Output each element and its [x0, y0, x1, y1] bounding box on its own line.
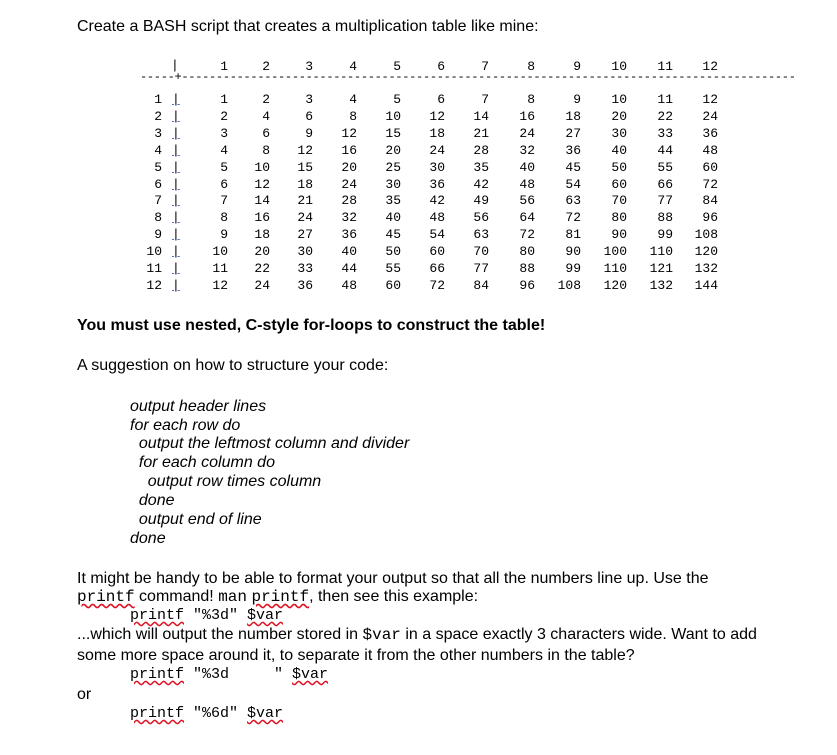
- row-label: [140, 91, 180, 108]
- column-header: 1: [220, 59, 228, 74]
- pseudo-line: for each column do: [130, 454, 275, 471]
- table-cell: 40: [341, 244, 357, 259]
- column-header: 2: [262, 59, 270, 74]
- row-label-number: 12: [146, 278, 162, 293]
- table-cell: 36: [702, 126, 718, 141]
- row-label-number: 11: [146, 261, 162, 276]
- table-cell: 35: [385, 193, 401, 208]
- table-cell: 12: [341, 126, 357, 141]
- table-cell: 70: [473, 244, 489, 259]
- table-cell: 9: [220, 227, 228, 242]
- table-cell: 54: [429, 227, 445, 242]
- pseudo-line: done: [130, 530, 166, 547]
- table-cell: 56: [473, 210, 489, 225]
- requirement-text: You must use nested, C-style for-loops to construct the table!: [77, 317, 546, 334]
- pseudo-line: output header lines: [130, 398, 267, 415]
- table-cell: 90: [565, 244, 581, 259]
- table-cell: 120: [603, 278, 627, 293]
- table-cell: 18: [297, 177, 313, 192]
- table-cell: 35: [473, 160, 489, 175]
- table-cell: 48: [519, 177, 535, 192]
- table-cell: 1: [220, 92, 228, 107]
- table-cell: 18: [429, 126, 445, 141]
- table-cell: 48: [429, 210, 445, 225]
- row-divider: |: [172, 261, 180, 276]
- table-cell: 15: [297, 160, 313, 175]
- table-cell: 30: [429, 160, 445, 175]
- table-cell: 99: [657, 227, 673, 242]
- table-cell: 11: [657, 92, 673, 107]
- printf-command: printf: [130, 607, 185, 624]
- row-label-number: 9: [154, 227, 162, 242]
- table-cell: 36: [429, 177, 445, 192]
- row-label: [140, 260, 180, 277]
- table-cell: 20: [341, 160, 357, 175]
- table-cell: 18: [254, 227, 270, 242]
- header-bar: |: [171, 58, 179, 73]
- tip-line-4: some more space around it, to separate it from the other numbers in the table?: [77, 647, 635, 664]
- example-1: [130, 606, 283, 625]
- table-cell: 99: [565, 261, 581, 276]
- table-cell: 21: [297, 193, 313, 208]
- row-label: [140, 176, 180, 193]
- table-cell: 14: [473, 109, 489, 124]
- table-cell: 16: [519, 109, 535, 124]
- row-label-number: 1: [154, 92, 162, 107]
- table-cell: 121: [649, 261, 673, 276]
- table-cell: 9: [573, 92, 581, 107]
- table-cell: 6: [305, 109, 313, 124]
- pseudo-line: output row times column: [130, 473, 322, 490]
- column-header: 6: [437, 59, 445, 74]
- table-cell: 110: [603, 261, 627, 276]
- table-cell: 3: [220, 126, 228, 141]
- table-cell: 108: [557, 278, 581, 293]
- table-cell: 45: [385, 227, 401, 242]
- table-cell: 12: [212, 278, 228, 293]
- table-cell: 7: [220, 193, 228, 208]
- pseudo-line: output end of line: [130, 511, 262, 528]
- table-cell: 96: [702, 210, 718, 225]
- table-cell: 72: [565, 210, 581, 225]
- table-cell: 8: [220, 210, 228, 225]
- table-cell: 48: [702, 143, 718, 158]
- table-cell: 20: [385, 143, 401, 158]
- printf-command: printf: [77, 588, 135, 606]
- suggestion-heading: A suggestion on how to structure your code:: [77, 357, 389, 374]
- table-cell: 96: [519, 278, 535, 293]
- table-cell: 36: [297, 278, 313, 293]
- table-cell: 63: [473, 227, 489, 242]
- printf-command: printf: [130, 705, 185, 722]
- table-cell: 12: [297, 143, 313, 158]
- table-cell: 88: [657, 210, 673, 225]
- table-separator: -----+-----------------------------------------------------------------------------------------: [140, 70, 796, 84]
- table-cell: 84: [473, 278, 489, 293]
- row-label: [140, 142, 180, 159]
- row-label: [140, 108, 180, 125]
- table-cell: 60: [611, 177, 627, 192]
- table-cell: 21: [473, 126, 489, 141]
- table-cell: 77: [473, 261, 489, 276]
- table-cell: 40: [611, 143, 627, 158]
- row-divider: |: [172, 177, 180, 192]
- table-cell: 10: [385, 109, 401, 124]
- table-cell: 30: [385, 177, 401, 192]
- intro-text: Create a BASH script that creates a multiplication table like mine:: [77, 18, 539, 35]
- table-cell: 60: [429, 244, 445, 259]
- table-cell: 66: [657, 177, 673, 192]
- table-cell: 24: [519, 126, 535, 141]
- table-cell: 54: [565, 177, 581, 192]
- table-cell: 36: [341, 227, 357, 242]
- table-cell: 64: [519, 210, 535, 225]
- column-header: 3: [305, 59, 313, 74]
- table-cell: 22: [254, 261, 270, 276]
- pseudo-line: output the leftmost column and divider: [130, 435, 410, 452]
- tip-text: command!: [134, 588, 214, 605]
- row-label-number: 7: [154, 193, 162, 208]
- table-cell: 72: [519, 227, 535, 242]
- row-divider: |: [172, 126, 180, 141]
- table-cell: 10: [212, 244, 228, 259]
- row-label-number: 8: [154, 210, 162, 225]
- table-cell: 28: [473, 143, 489, 158]
- table-cell: 40: [385, 210, 401, 225]
- table-cell: 30: [297, 244, 313, 259]
- var-token: $var: [247, 607, 284, 624]
- var-token: $var: [247, 705, 284, 722]
- tip-line-2: [77, 587, 478, 607]
- row-label: [140, 125, 180, 142]
- table-cell: 10: [611, 92, 627, 107]
- column-header: 11: [657, 59, 673, 74]
- table-cell: 42: [473, 177, 489, 192]
- table-cell: 63: [565, 193, 581, 208]
- or-text: or: [77, 686, 92, 703]
- table-cell: 4: [349, 92, 357, 107]
- table-cell: 49: [473, 193, 489, 208]
- example-3: [130, 704, 283, 723]
- table-cell: 30: [611, 126, 627, 141]
- row-label-number: 6: [154, 177, 162, 192]
- row-divider: |: [172, 193, 180, 208]
- table-cell: 2: [262, 92, 270, 107]
- table-cell: 36: [565, 143, 581, 158]
- table-cell: 132: [649, 278, 673, 293]
- table-cell: 80: [519, 244, 535, 259]
- table-cell: 88: [519, 261, 535, 276]
- column-header: 10: [611, 59, 627, 74]
- row-label-number: 5: [154, 160, 162, 175]
- table-cell: 12: [429, 109, 445, 124]
- table-cell: 32: [519, 143, 535, 158]
- column-header: 9: [573, 59, 581, 74]
- table-cell: 100: [603, 244, 627, 259]
- table-cell: 24: [429, 143, 445, 158]
- table-cell: 27: [565, 126, 581, 141]
- row-divider: |: [172, 160, 180, 175]
- man-command: man: [218, 588, 248, 606]
- table-cell: 72: [702, 177, 718, 192]
- example-args: "%3d ": [184, 666, 293, 683]
- table-cell: 18: [565, 109, 581, 124]
- table-cell: 16: [341, 143, 357, 158]
- table-cell: 24: [254, 278, 270, 293]
- table-cell: 9: [305, 126, 313, 141]
- column-header: 12: [702, 59, 718, 74]
- table-cell: 42: [429, 193, 445, 208]
- table-cell: 24: [341, 177, 357, 192]
- row-divider: |: [172, 109, 180, 124]
- tip-text: ...which will output the number stored in: [77, 626, 363, 643]
- var-token: $var: [292, 666, 329, 683]
- row-label: [140, 209, 180, 226]
- table-cell: 132: [694, 261, 718, 276]
- row-label: [140, 159, 180, 176]
- table-cell: 6: [220, 177, 228, 192]
- table-cell: 6: [262, 126, 270, 141]
- table-cell: 5: [393, 92, 401, 107]
- table-cell: 4: [262, 109, 270, 124]
- table-cell: 60: [702, 160, 718, 175]
- row-divider: |: [172, 92, 180, 107]
- table-cell: 33: [297, 261, 313, 276]
- var-token: $var: [362, 626, 401, 644]
- table-cell: 77: [657, 193, 673, 208]
- column-header: 5: [393, 59, 401, 74]
- row-divider: |: [172, 227, 180, 242]
- example-args: "%6d": [184, 705, 248, 722]
- table-cell: 8: [349, 109, 357, 124]
- example-args: "%3d": [184, 607, 248, 624]
- table-cell: 25: [385, 160, 401, 175]
- table-cell: 120: [694, 244, 718, 259]
- example-2: [130, 665, 328, 684]
- table-cell: 32: [341, 210, 357, 225]
- tip-line-1: It might be handy to be able to format your output so that all the numbers line up. Use the: [77, 570, 709, 587]
- table-cell: 8: [527, 92, 535, 107]
- table-cell: 55: [385, 261, 401, 276]
- table-cell: 2: [220, 109, 228, 124]
- column-header: 8: [527, 59, 535, 74]
- table-cell: 6: [437, 92, 445, 107]
- table-cell: 16: [254, 210, 270, 225]
- row-label-number: 3: [154, 126, 162, 141]
- column-header: 7: [481, 59, 489, 74]
- table-cell: 20: [611, 109, 627, 124]
- row-label: [140, 226, 180, 243]
- table-cell: 70: [611, 193, 627, 208]
- table-cell: 20: [254, 244, 270, 259]
- row-divider: |: [172, 244, 180, 259]
- table-cell: 40: [519, 160, 535, 175]
- row-label-number: 2: [154, 109, 162, 124]
- table-cell: 14: [254, 193, 270, 208]
- table-cell: 110: [649, 244, 673, 259]
- column-header: 4: [349, 59, 357, 74]
- table-cell: 84: [702, 193, 718, 208]
- table-cell: 5: [220, 160, 228, 175]
- table-cell: 50: [611, 160, 627, 175]
- table-cell: 24: [297, 210, 313, 225]
- table-cell: 44: [341, 261, 357, 276]
- table-cell: 22: [657, 109, 673, 124]
- table-cell: 66: [429, 261, 445, 276]
- table-cell: 60: [385, 278, 401, 293]
- table-cell: 24: [702, 109, 718, 124]
- row-divider: |: [172, 143, 180, 158]
- table-cell: 144: [694, 278, 718, 293]
- table-cell: 50: [385, 244, 401, 259]
- table-cell: 4: [220, 143, 228, 158]
- table-cell: 56: [519, 193, 535, 208]
- tip-text: in a space exactly 3 characters wide. Want to add: [400, 626, 757, 643]
- row-label-number: 4: [154, 143, 162, 158]
- table-cell: 81: [565, 227, 581, 242]
- row-label: [140, 243, 180, 260]
- table-cell: 15: [385, 126, 401, 141]
- table-cell: 33: [657, 126, 673, 141]
- table-cell: 90: [611, 227, 627, 242]
- table-cell: 80: [611, 210, 627, 225]
- table-cell: 44: [657, 143, 673, 158]
- row-label-number: 10: [146, 244, 162, 259]
- table-cell: 12: [254, 177, 270, 192]
- row-label: [140, 277, 180, 294]
- pseudo-line: done: [130, 492, 175, 509]
- tip-text: , then see this example:: [309, 588, 479, 605]
- pseudo-line: for each row do: [130, 417, 241, 434]
- printf-command: printf: [130, 666, 185, 683]
- row-label: [140, 192, 180, 209]
- table-cell: 11: [212, 261, 228, 276]
- table-cell: 45: [565, 160, 581, 175]
- printf-command: printf: [251, 588, 310, 606]
- table-cell: 12: [702, 92, 718, 107]
- table-cell: 3: [305, 92, 313, 107]
- table-cell: 55: [657, 160, 673, 175]
- table-cell: 108: [694, 227, 718, 242]
- table-cell: 48: [341, 278, 357, 293]
- row-divider: |: [172, 210, 180, 225]
- table-cell: 72: [429, 278, 445, 293]
- table-cell: 8: [262, 143, 270, 158]
- tip-line-3: [77, 625, 757, 645]
- table-cell: 27: [297, 227, 313, 242]
- row-divider: |: [172, 278, 180, 293]
- table-cell: 28: [341, 193, 357, 208]
- table-cell: 7: [481, 92, 489, 107]
- table-cell: 10: [254, 160, 270, 175]
